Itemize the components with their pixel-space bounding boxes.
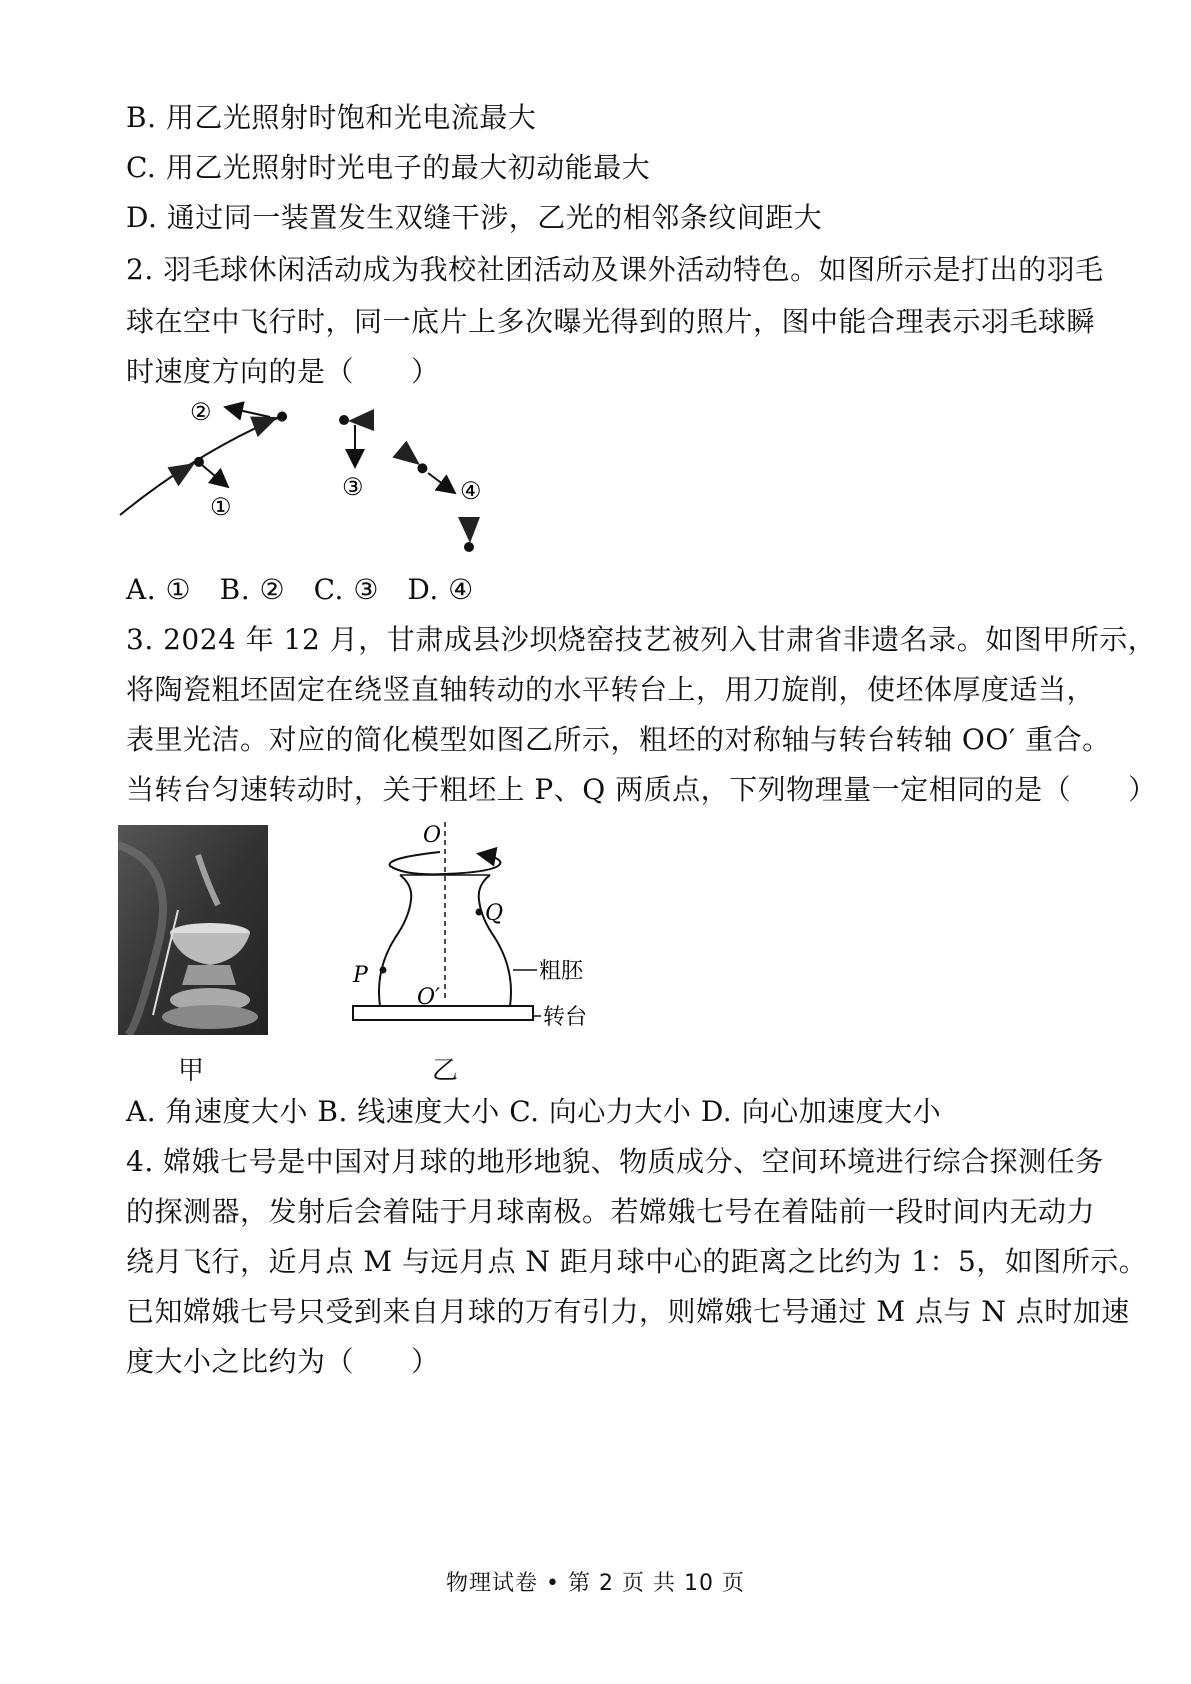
label-pei: 粗胚 — [539, 959, 584, 984]
shuttlecock-icon — [250, 405, 290, 438]
label-o: O — [423, 823, 442, 848]
q4-stem-line-1: 4. 嫦娥七号是中国对月球的地形地貌、物质成分、空间环境进行综合探测任务 — [126, 1145, 1104, 1178]
label-p: P — [353, 963, 368, 988]
label-1: ① — [210, 493, 232, 521]
q3-stem-line-4: 当转台匀速转动时，关于粗坯上 P、Q 两质点，下列物理量一定相同的是（ ） — [126, 773, 1157, 806]
pottery-model-diagram — [345, 820, 605, 1035]
label-3: ③ — [342, 473, 364, 501]
pot-outline — [379, 875, 411, 1006]
badminton-figure — [110, 395, 510, 575]
q3-stem-line-2: 将陶瓷粗坯固定在绕竖直轴转动的水平转台上，用刀旋削，使坯体厚度适当， — [126, 673, 1096, 706]
q4-stem-line-5: 度大小之比约为（ ） — [126, 1345, 440, 1378]
q1-option-d: D. 通过同一装置发生双缝干涉，乙光的相邻条纹间距大 — [126, 201, 823, 234]
shuttlecock-icon — [339, 409, 374, 431]
q4-stem-line-2: 的探测器，发射后会着陆于月球南极。若嫦娥七号在着陆前一段时间内无动力 — [126, 1195, 1096, 1228]
q1-option-c: C. 用乙光照射时光电子的最大初动能最大 — [126, 151, 651, 184]
point-p — [380, 967, 387, 974]
label-4: ④ — [460, 477, 482, 505]
label-turntable: 转台 — [543, 1005, 588, 1030]
shuttlecock-icon — [458, 517, 480, 552]
velocity-arrow-2 — [225, 407, 270, 417]
velocity-arrow-1 — [202, 465, 228, 487]
velocity-arrow-4 — [428, 473, 455, 493]
label-2: ② — [190, 398, 212, 426]
point-q — [476, 909, 483, 916]
fig-jia-caption: 甲 — [178, 1056, 205, 1086]
q3-stem-line-3: 表里光洁。对应的简化模型如图乙所示，粗坯的对称轴与转台转轴 OO′ 重合。 — [126, 723, 1111, 756]
shuttlecock-icon — [167, 450, 208, 487]
shuttlecock-icon — [392, 441, 433, 480]
q1-option-b: B. 用乙光照射时饱和光电流最大 — [126, 101, 537, 134]
q2-stem-line-1: 2. 羽毛球休闲活动成为我校社团活动及课外活动特色。如图所示是打出的羽毛 — [126, 253, 1104, 286]
q2-stem-line-2: 球在空中飞行时，同一底片上多次曝光得到的照片，图中能合理表示羽毛球瞬 — [126, 305, 1096, 338]
fig-yi-caption: 乙 — [432, 1056, 459, 1086]
q4-stem-line-4: 已知嫦娥七号只受到来自月球的万有引力，则嫦娥七号通过 M 点与 N 点时加速 — [126, 1295, 1130, 1328]
q2-stem-line-3: 时速度方向的是（ ） — [126, 355, 440, 388]
q4-stem-line-3: 绕月飞行，近月点 M 与远月点 N 距月球中心的距离之比约为 1：5，如图所示。 — [126, 1245, 1148, 1278]
q3-stem-line-1: 3. 2024 年 12 月，甘肃成县沙坝烧窑技艺被列入甘肃省非遗名录。如图甲所示， — [126, 623, 1157, 656]
label-q: Q — [485, 901, 504, 926]
pottery-photo — [118, 825, 268, 1035]
page-footer: 物理试卷 • 第 2 页 共 10 页 — [446, 1571, 745, 1596]
label-o-prime: O′ — [417, 985, 441, 1010]
q3-options: A. 角速度大小 B. 线速度大小 C. 向心力大小 D. 向心加速度大小 — [126, 1095, 942, 1128]
turntable — [353, 1006, 533, 1020]
q2-options: A. ① B. ② C. ③ D. ④ — [126, 573, 474, 606]
